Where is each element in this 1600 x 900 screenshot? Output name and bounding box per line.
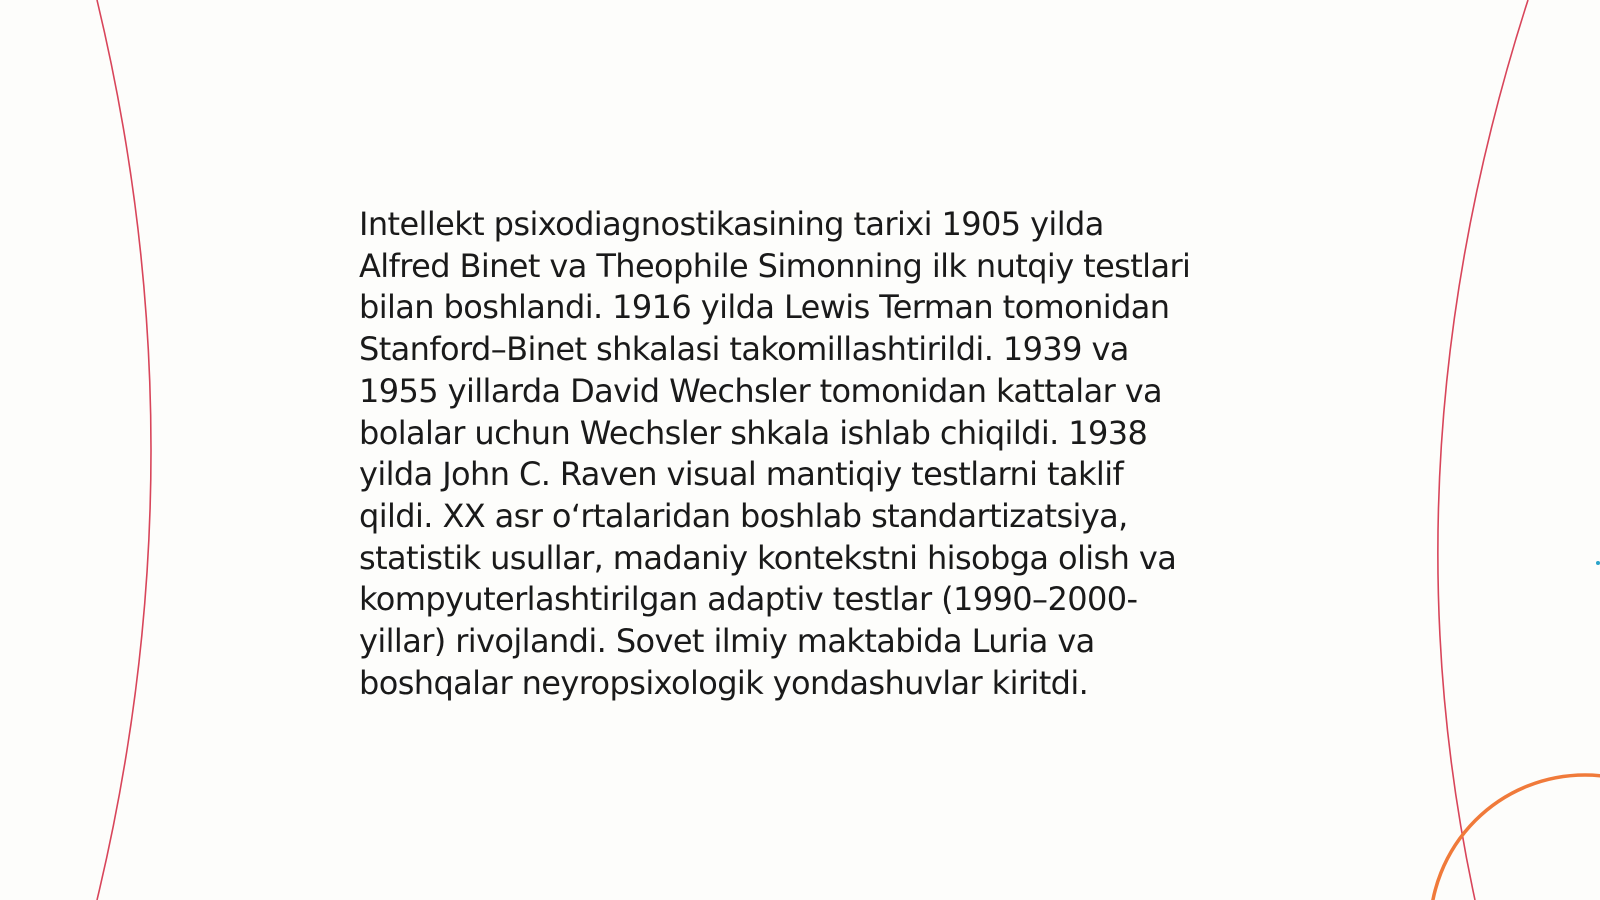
left-curve-line (97, 0, 151, 900)
slide-body-text: Intellekt psixodiagnostikasining tarixi 1905 yilda Alfred Binet va Theophile Simonning ilk nutqiy testlari bilan boshlandi. 1916 yilda Lewis Terman tomonidan Stanford–Binet shkalasi takomillashtirildi. 1939 va 1955 yillarda David Wechsler tomonidan kattalar va bolalar uchun Wechsler shkala ishlab chiqildi. 1938 yilda John C. Raven visual mantiqiy testlarni taklif qildi. XX asr o‘rtalaridan boshlab standartizatsiya, statistik usullar, madaniy kontekstni hisobga olish va kompyuterlashtirilgan adaptiv testlar (1990–2000- yillar) rivojlandi. Sovet ilmiy maktabida Luria va boshqalar neyropsixologik yondashuvlar kiritdi. (359, 205, 1191, 702)
right-curve-line (1438, 0, 1528, 900)
blue-accent-dot (1596, 561, 1600, 565)
